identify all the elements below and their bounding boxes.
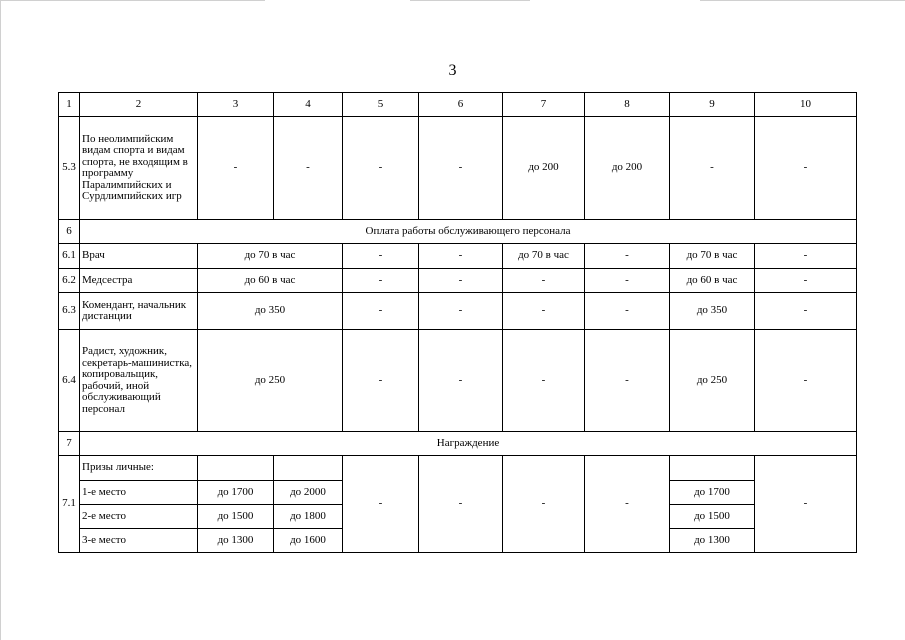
table-cell: -	[343, 269, 419, 293]
table-cell: -	[755, 244, 857, 269]
table-cell: до 1700	[198, 481, 274, 505]
row-label: Призы личные:	[80, 456, 198, 481]
section-title: Оплата работы обслуживающего персонала	[80, 220, 857, 244]
table-cell: -	[585, 244, 670, 269]
header-cell: 1	[59, 93, 80, 117]
header-cell: 4	[274, 93, 343, 117]
table-cell: -	[343, 293, 419, 330]
table-cell: -	[343, 330, 419, 432]
table-cell: -	[755, 269, 857, 293]
table-cell: -	[343, 456, 419, 553]
table-cell: до 60 в час	[198, 269, 343, 293]
table-cell: до 350	[198, 293, 343, 330]
row-number: 6.1	[59, 244, 80, 269]
table-cell: -	[503, 456, 585, 553]
table-cell: до 250	[198, 330, 343, 432]
header-cell: 6	[419, 93, 503, 117]
table-cell: -	[755, 117, 857, 220]
page-number: 3	[448, 62, 457, 79]
table-cell: -	[755, 456, 857, 553]
table-cell: -	[585, 269, 670, 293]
header-cell: 8	[585, 93, 670, 117]
table-row-6-2	[59, 269, 857, 293]
table-cell	[274, 456, 343, 481]
scan-edge-top-mid	[410, 0, 530, 1]
row-label: Радист, художник, секретарь-машинистка, копировальщик, рабочий, иной обслуживающий персонал	[80, 330, 198, 432]
header-row	[59, 93, 857, 117]
scan-edge-top-left	[0, 0, 265, 1]
section-title: Награждение	[80, 432, 857, 456]
table-cell	[198, 456, 274, 481]
table-cell: до 200	[503, 117, 585, 220]
place-label: 2-е место	[80, 505, 198, 529]
table-cell: -	[670, 117, 755, 220]
table-cell: до 70 в час	[670, 244, 755, 269]
table-cell: -	[419, 456, 503, 553]
row-number: 6.2	[59, 269, 80, 293]
row-label: Медсестра	[80, 269, 198, 293]
table-cell: -	[198, 117, 274, 220]
table-cell: до 1300	[198, 529, 274, 553]
table-cell: -	[585, 293, 670, 330]
section-row-7	[59, 432, 857, 456]
table-cell: -	[503, 269, 585, 293]
rates-table	[58, 92, 857, 553]
table-cell: -	[755, 293, 857, 330]
section-number: 7	[59, 432, 80, 456]
row-number: 7.1	[59, 456, 80, 553]
header-cell: 7	[503, 93, 585, 117]
header-cell: 2	[80, 93, 198, 117]
row-number: 5.3	[59, 117, 80, 220]
table-row-6-4	[59, 330, 857, 432]
table-cell: -	[419, 244, 503, 269]
table-cell: -	[343, 117, 419, 220]
header-cell: 10	[755, 93, 857, 117]
table-cell: -	[503, 330, 585, 432]
table-cell: -	[585, 330, 670, 432]
table-cell: -	[343, 244, 419, 269]
table-cell: -	[274, 117, 343, 220]
place-label: 1-е место	[80, 481, 198, 505]
table-cell	[670, 456, 755, 481]
table-cell: до 200	[585, 117, 670, 220]
table-cell: -	[419, 269, 503, 293]
table-cell: до 1600	[274, 529, 343, 553]
table-cell: до 60 в час	[670, 269, 755, 293]
header-cell: 5	[343, 93, 419, 117]
row-label: Врач	[80, 244, 198, 269]
table-cell: до 350	[670, 293, 755, 330]
table-cell: до 250	[670, 330, 755, 432]
table-cell: -	[755, 330, 857, 432]
table-cell: до 1700	[670, 481, 755, 505]
table-cell: -	[419, 330, 503, 432]
table-cell: до 70 в час	[503, 244, 585, 269]
table-row-7-1-title	[59, 456, 857, 481]
table-cell: -	[419, 117, 503, 220]
header-cell: 9	[670, 93, 755, 117]
header-cell: 3	[198, 93, 274, 117]
place-label: 3-е место	[80, 529, 198, 553]
table-cell: до 1800	[274, 505, 343, 529]
section-row-6	[59, 220, 857, 244]
row-number: 6.3	[59, 293, 80, 330]
table-row-6-1	[59, 244, 857, 269]
table-cell: до 70 в час	[198, 244, 343, 269]
table-cell: -	[585, 456, 670, 553]
section-number: 6	[59, 220, 80, 244]
table-row-6-3	[59, 293, 857, 330]
table-cell: до 2000	[274, 481, 343, 505]
row-label: По неолимпийским видам спорта и видам спорта, не входящим в программу Паралимпийских и Сурдлимпийских игр	[80, 117, 198, 220]
table-cell: до 1500	[198, 505, 274, 529]
row-label: Комендант, начальник дистанции	[80, 293, 198, 330]
table-cell: -	[503, 293, 585, 330]
row-number: 6.4	[59, 330, 80, 432]
scan-edge-left	[0, 0, 1, 640]
table-row-5-3	[59, 117, 857, 220]
table-cell: до 1500	[670, 505, 755, 529]
scan-edge-top-right	[700, 0, 905, 1]
table-cell: до 1300	[670, 529, 755, 553]
table-cell: -	[419, 293, 503, 330]
